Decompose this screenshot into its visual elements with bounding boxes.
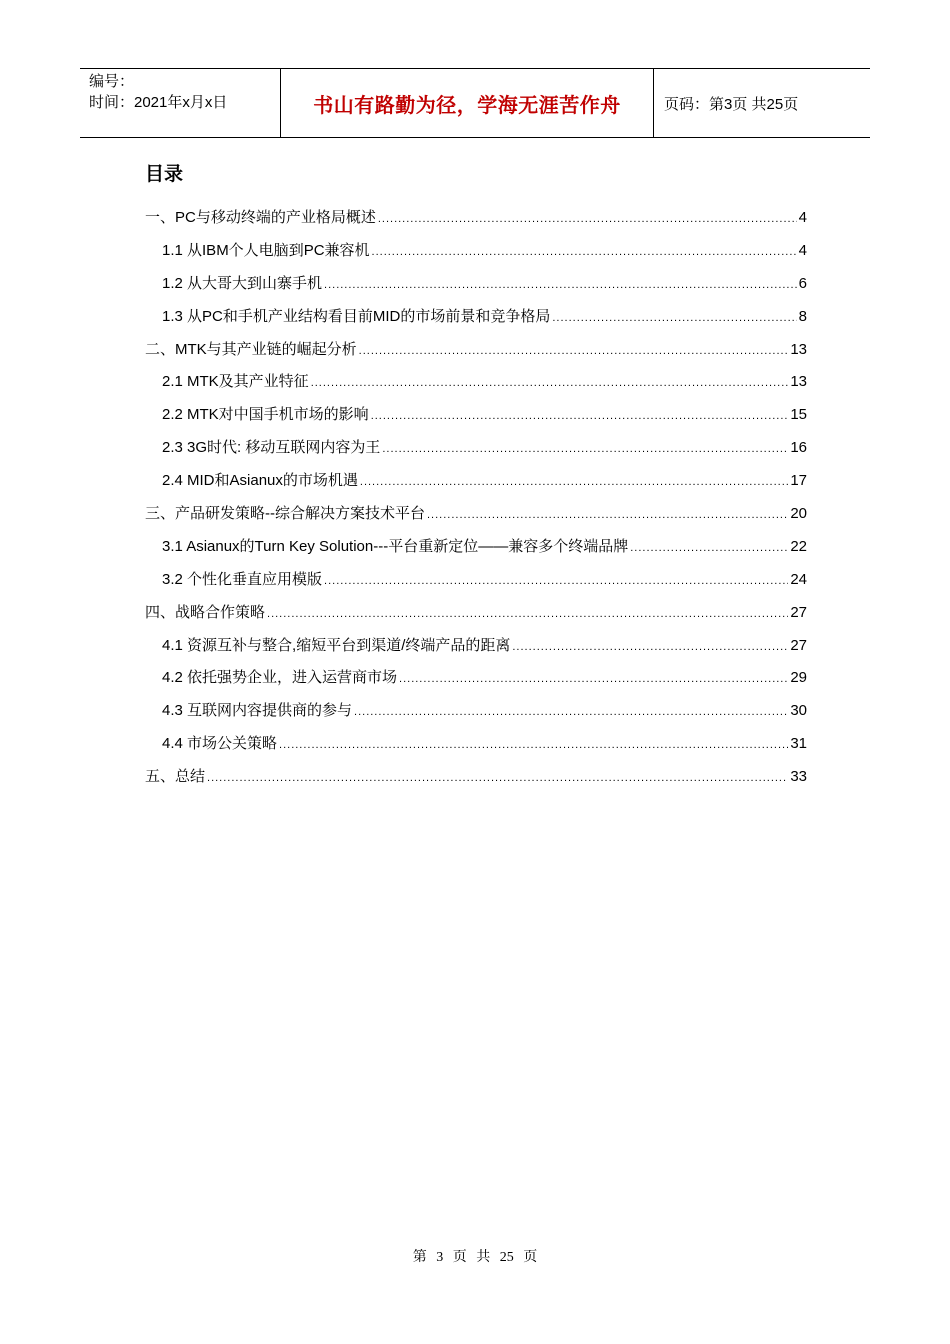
toc-dot-leader: [630, 542, 788, 554]
document-number-label: 编号：: [89, 73, 135, 90]
toc-dot-leader: [552, 312, 796, 324]
page-footer: 第 3 页 共 25 页: [412, 1250, 538, 1265]
toc-entry-label: 2.1 MTK及其产业特征: [162, 373, 309, 391]
toc-dot-leader: [360, 476, 788, 488]
page-header: [80, 68, 870, 138]
header-motto: 书山有路勤为径，学海无涯苦作舟: [281, 69, 654, 137]
toc-entry-page: 31: [790, 735, 807, 753]
toc-entry[interactable]: [145, 634, 807, 667]
table-of-contents: [145, 206, 807, 798]
toc-entry-label: 3.2 个性化垂直应用模版: [162, 570, 323, 588]
toc-dot-leader: [399, 673, 788, 685]
toc-dot-leader: [372, 246, 797, 258]
toc-entry-page: 17: [790, 472, 807, 490]
toc-entry-page: 27: [790, 636, 807, 654]
toc-entry-page: 20: [790, 505, 807, 523]
toc-entry-label: 四、战略合作策略: [145, 603, 266, 621]
toc-entry-page: 27: [790, 603, 807, 621]
toc-entry[interactable]: [145, 206, 807, 239]
toc-entry[interactable]: [145, 535, 807, 568]
toc-entry-label: 1.2 从大哥大到山寨手机: [162, 274, 323, 292]
toc-entry-page: 33: [790, 768, 807, 786]
toc-entry[interactable]: [145, 436, 807, 469]
toc-entry[interactable]: [145, 469, 807, 502]
toc-entry-page: 13: [790, 340, 807, 358]
toc-dot-leader: [378, 213, 797, 225]
toc-entry[interactable]: [145, 666, 807, 699]
toc-entry-label: 4.2 依托强势企业，进入运营商市场: [162, 669, 398, 687]
toc-entry[interactable]: [145, 403, 807, 436]
toc-entry-page: 4: [798, 209, 807, 226]
toc-entry[interactable]: [145, 601, 807, 634]
toc-dot-leader: [427, 509, 788, 521]
toc-entry[interactable]: [145, 239, 807, 272]
toc-dot-leader: [324, 279, 797, 291]
toc-entry-label: 3.1 Asianux的Turn Key Solution---平台重新定位——兼容多个终端品牌: [162, 537, 629, 555]
toc-entry[interactable]: [145, 732, 807, 765]
toc-entry-page: 8: [798, 307, 807, 325]
toc-entry-page: 22: [790, 537, 807, 555]
toc-entry[interactable]: [145, 305, 807, 338]
header-meta-cell: [80, 69, 281, 137]
toc-entry-page: 29: [790, 669, 807, 687]
document-time-label: 时间：2021年x月x日: [89, 94, 228, 111]
toc-entry-label: 三、产品研发策略--综合解决方案技术平台: [145, 505, 425, 523]
toc-title: 目录: [145, 164, 184, 185]
toc-entry-label: 4.4 市场公关策略: [162, 735, 278, 753]
toc-entry[interactable]: [145, 272, 807, 305]
toc-entry-page: 16: [790, 439, 807, 457]
toc-dot-leader: [382, 443, 788, 455]
toc-entry[interactable]: [145, 502, 807, 535]
toc-entry-page: 4: [798, 241, 807, 259]
toc-entry[interactable]: [145, 338, 807, 371]
toc-dot-leader: [267, 608, 788, 620]
toc-entry-label: 1.3 从PC和手机产业结构看目前MID的市场前景和竞争格局: [162, 307, 551, 325]
toc-entry-label: 4.3 互联网内容提供商的参与: [162, 702, 353, 720]
toc-dot-leader: [207, 772, 788, 784]
toc-dot-leader: [371, 410, 789, 422]
toc-entry-page: 30: [790, 702, 807, 720]
toc-entry[interactable]: [145, 370, 807, 403]
toc-entry-page: 24: [790, 570, 807, 588]
toc-entry[interactable]: [145, 568, 807, 601]
toc-entry-label: 五、总结: [145, 768, 206, 786]
toc-entry-page: 15: [790, 406, 807, 424]
toc-entry-label: 2.2 MTK对中国手机市场的影响: [162, 406, 369, 424]
toc-entry-label: 1.1 从IBM个人电脑到PC兼容机: [162, 241, 370, 259]
toc-entry[interactable]: [145, 699, 807, 732]
toc-entry-label: 二、MTK与其产业链的崛起分析: [145, 340, 357, 358]
toc-dot-leader: [354, 706, 788, 718]
toc-entry-label: 2.3 3G时代: 移动互联网内容为王: [162, 439, 381, 457]
toc-dot-leader: [359, 345, 789, 357]
toc-entry[interactable]: [145, 765, 807, 798]
toc-entry-label: 2.4 MID和Asianux的市场机遇: [162, 472, 358, 490]
header-page-info: 页码：第3页 共25页: [664, 95, 799, 113]
toc-dot-leader: [311, 377, 789, 389]
toc-dot-leader: [324, 575, 788, 587]
toc-dot-leader: [512, 641, 788, 653]
toc-entry-label: 4.1 资源互补与整合,缩短平台到渠道/终端产品的距离: [162, 636, 511, 654]
toc-entry-page: 13: [790, 373, 807, 391]
toc-entry-page: 6: [798, 274, 807, 292]
toc-dot-leader: [279, 739, 788, 751]
toc-entry-label: 一、PC与移动终端的产业格局概述: [145, 209, 376, 226]
